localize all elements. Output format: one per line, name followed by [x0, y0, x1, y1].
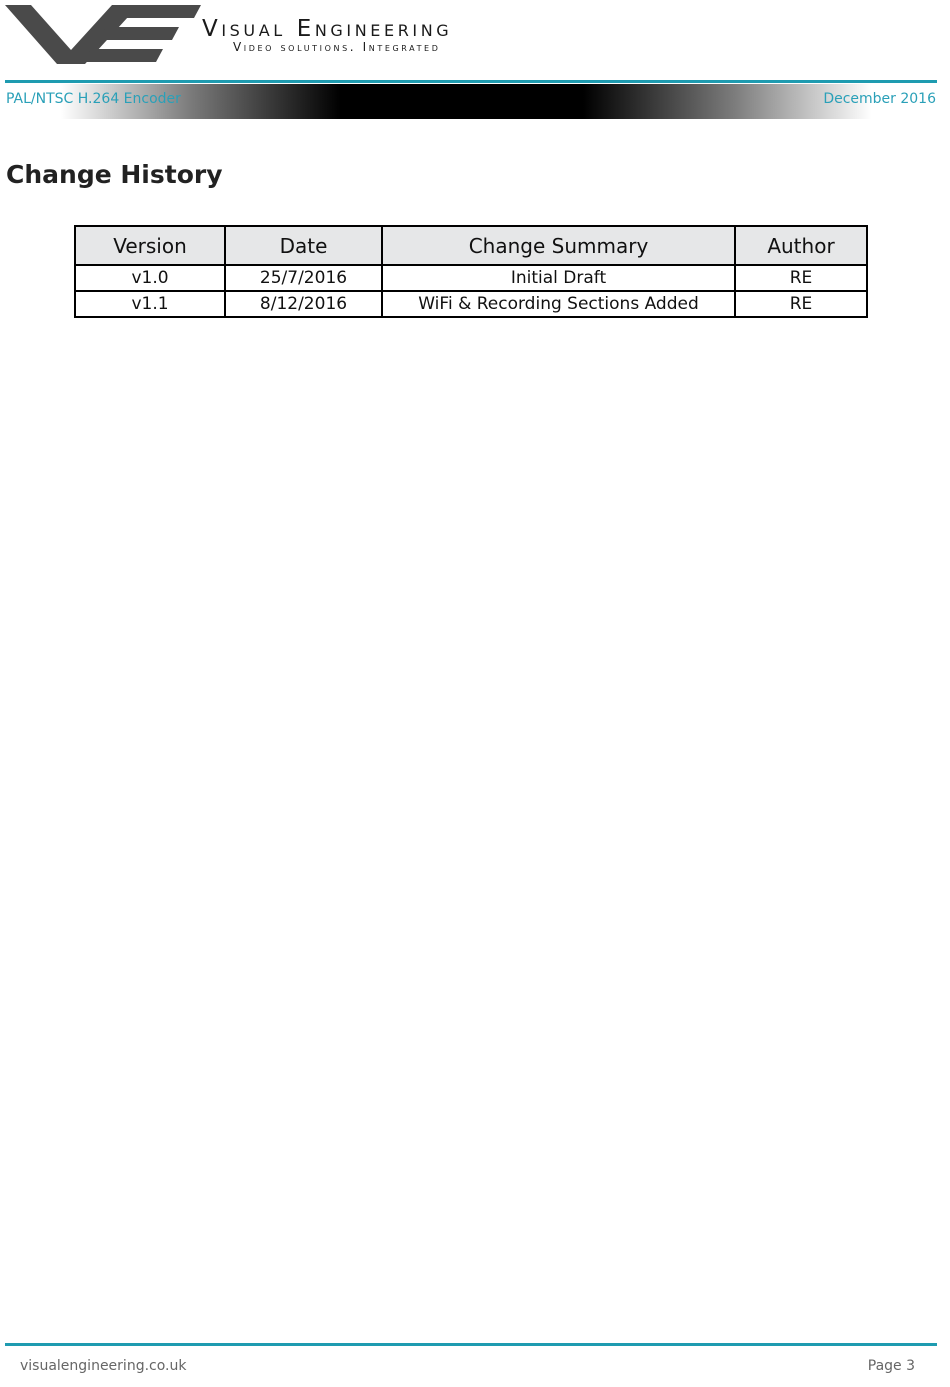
column-header-date: Date — [225, 226, 382, 265]
change-summary-cell: Initial Draft — [382, 265, 735, 291]
author-cell: RE — [735, 291, 867, 317]
author-cell: RE — [735, 265, 867, 291]
document-title: PAL/NTSC H.264 Encoder — [6, 91, 181, 107]
header-divider — [5, 80, 937, 83]
change-history-table — [74, 225, 868, 318]
version-cell: v1.0 — [75, 265, 225, 291]
change-summary-cell: WiFi & Recording Sections Added — [382, 291, 735, 317]
document-date: December 2016 — [823, 91, 936, 107]
column-header-change-summary: Change Summary — [382, 226, 735, 265]
table-row — [75, 291, 867, 317]
table-header-row — [75, 226, 867, 265]
column-header-version: Version — [75, 226, 225, 265]
table-row — [75, 265, 867, 291]
column-header-author: Author — [735, 226, 867, 265]
page-number: Page 3 — [867, 1358, 915, 1374]
date-cell: 25/7/2016 — [225, 265, 382, 291]
ve-logo-icon — [5, 3, 201, 65]
footer-divider — [5, 1343, 937, 1346]
brand-name: Visual Engineering — [202, 16, 453, 42]
date-cell: 8/12/2016 — [225, 291, 382, 317]
footer-website: visualengineering.co.uk — [20, 1358, 187, 1374]
version-cell: v1.1 — [75, 291, 225, 317]
brand-tagline: Video solutions. Integrated — [233, 40, 441, 54]
section-heading: Change History — [6, 160, 223, 189]
